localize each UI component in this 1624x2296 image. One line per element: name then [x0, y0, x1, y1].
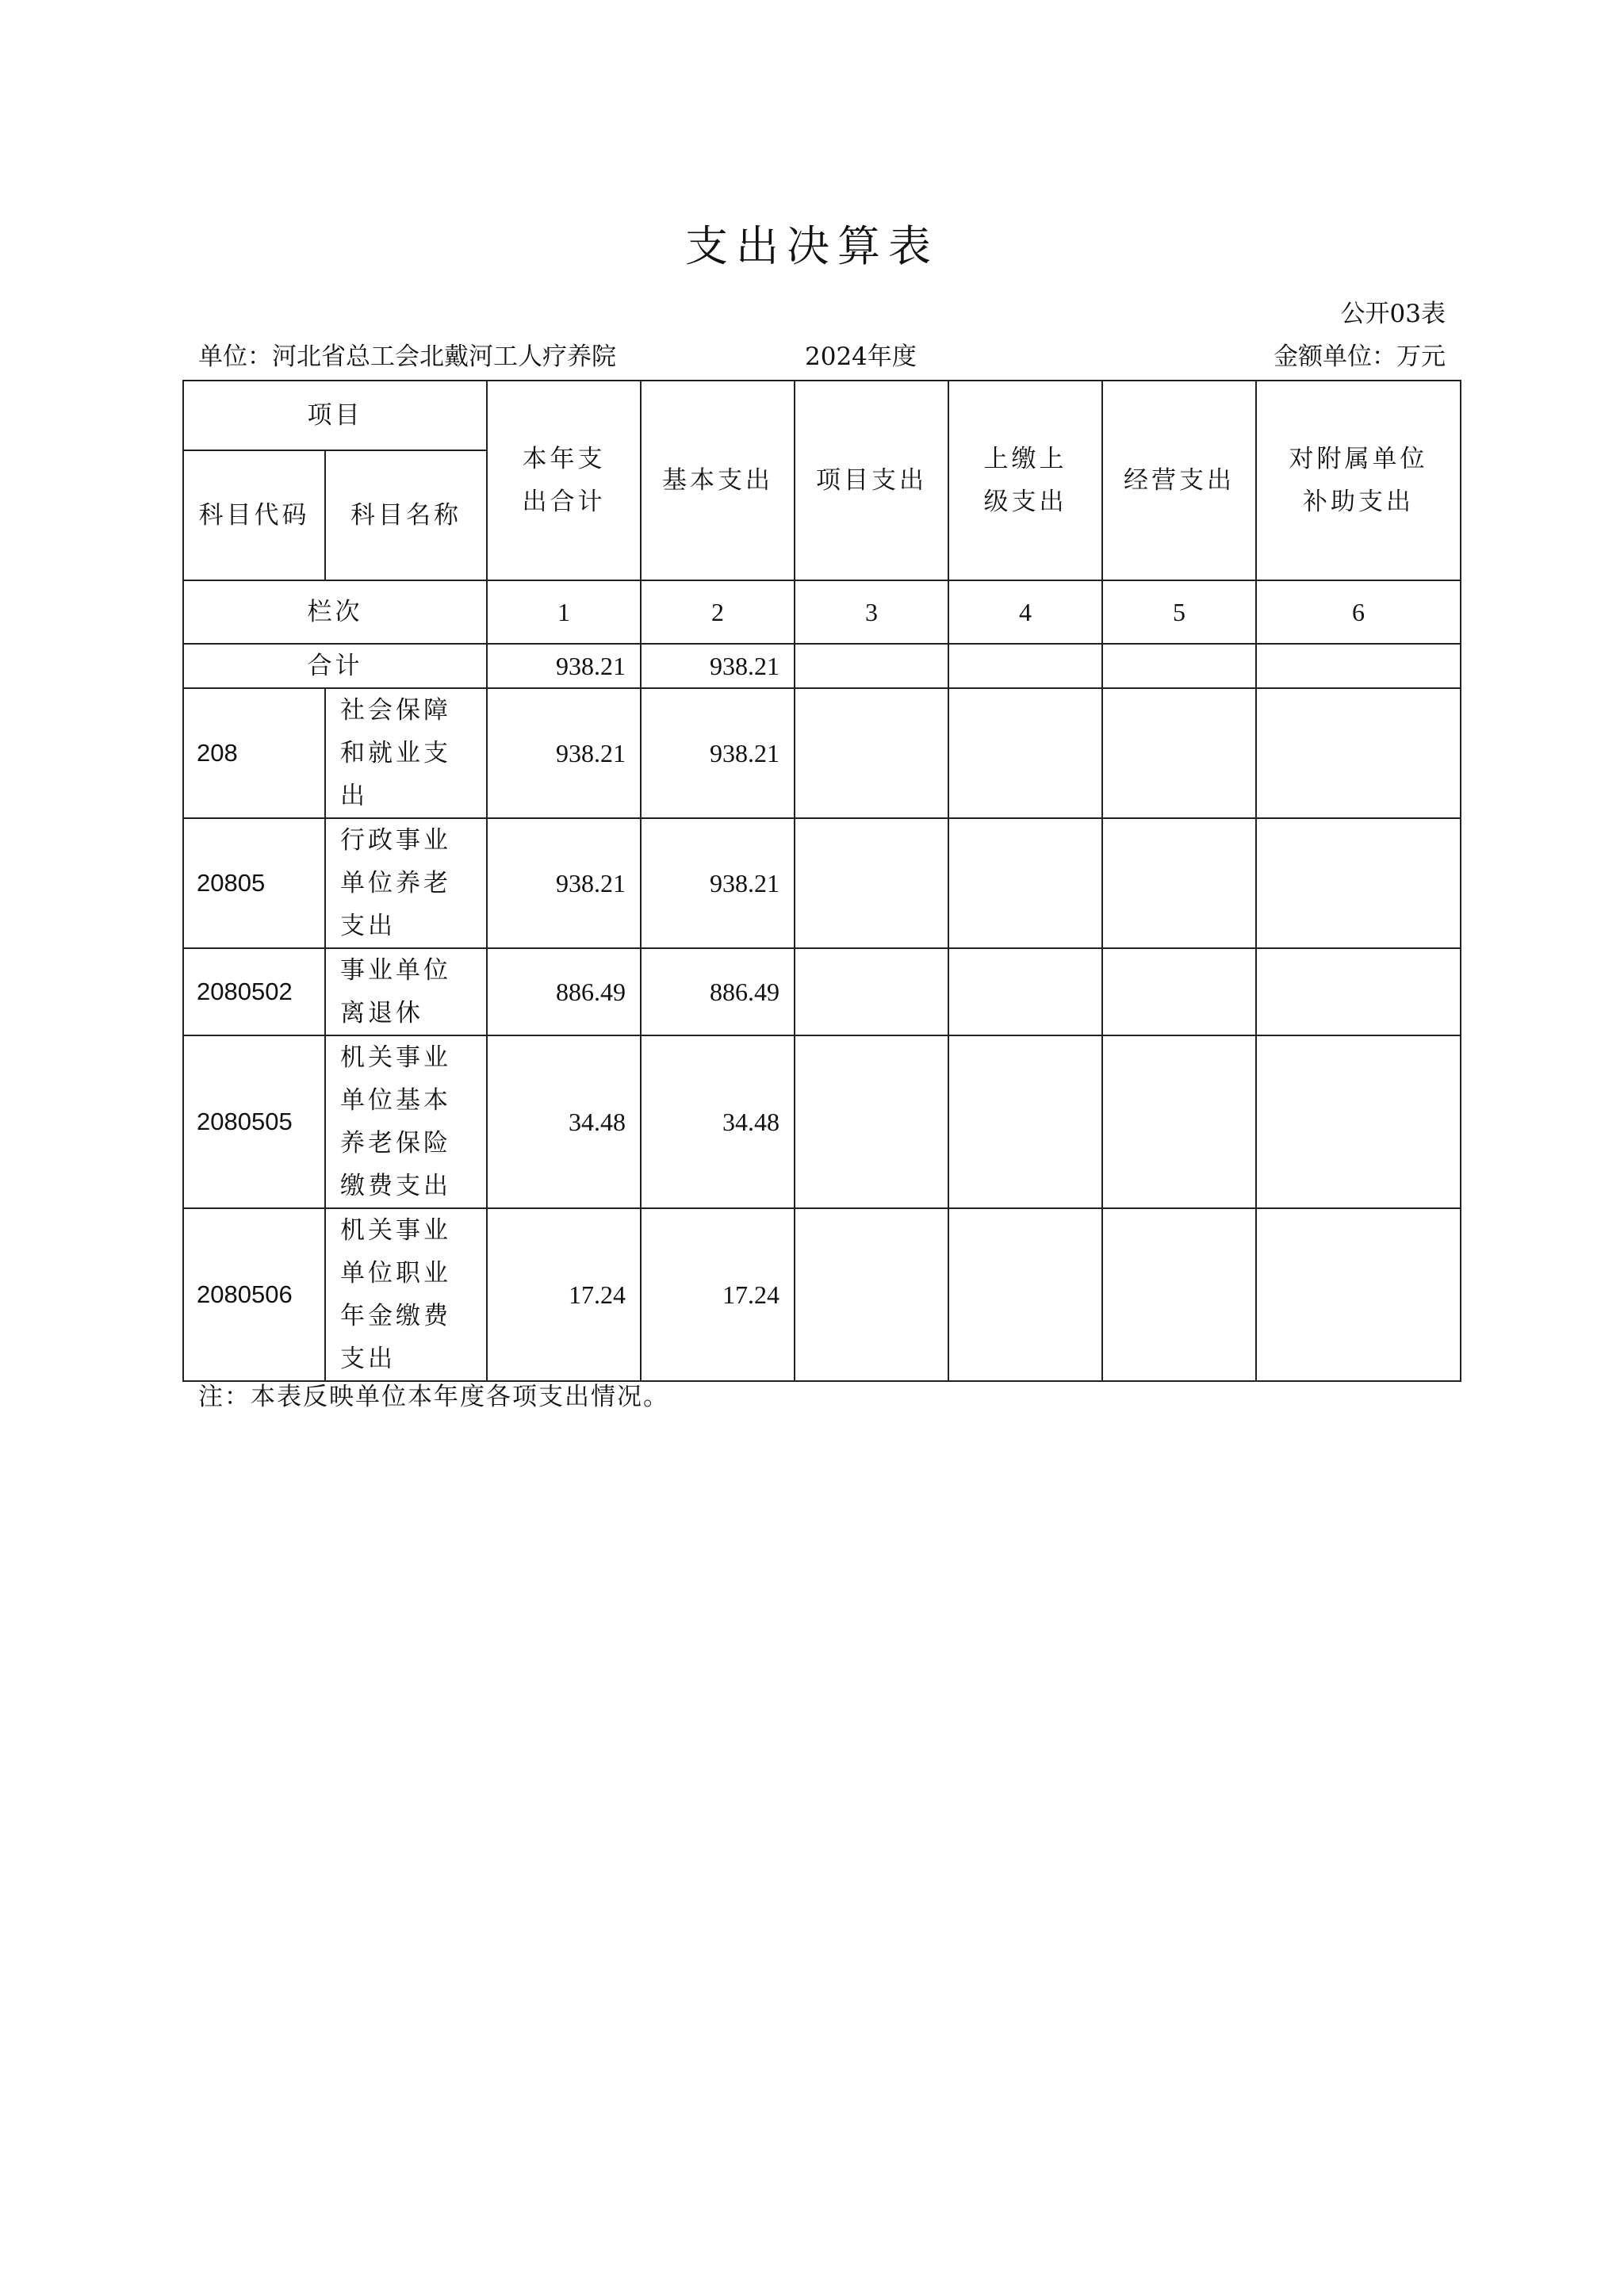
subject-code: 2080506: [183, 1208, 325, 1381]
total-basic: 938.21: [641, 644, 795, 688]
amount-unit: 金额单位：万元: [1274, 342, 1446, 371]
cell-business: [1102, 1035, 1256, 1208]
cell-subsidy: [1256, 948, 1461, 1035]
table-note: 注：本表反映单位本年度各项支出情况。: [198, 1383, 669, 1411]
cell-subsidy: [1256, 1035, 1461, 1208]
cell-business: [1102, 688, 1256, 818]
column-number-6: 6: [1256, 580, 1461, 644]
cell-basic: 34.48: [641, 1035, 795, 1208]
cell-total: 938.21: [487, 818, 641, 948]
fiscal-year: 2024年度: [805, 342, 917, 371]
total-project: [795, 644, 948, 688]
total-label: 合计: [183, 644, 487, 688]
expenditure-table: [182, 380, 1461, 1382]
total-upper: [948, 644, 1102, 688]
header-project: 项目支出: [795, 381, 948, 580]
cell-basic: 938.21: [641, 818, 795, 948]
subject-name: 事业单位离退休: [325, 948, 487, 1035]
header-subsidy: 对附属单位补助支出: [1256, 381, 1461, 580]
cell-total: 17.24: [487, 1208, 641, 1381]
subject-code: 20805: [183, 818, 325, 948]
table-row: [183, 948, 1461, 1035]
cell-project: [795, 1208, 948, 1381]
column-number-label: 栏次: [183, 580, 487, 644]
cell-upper: [948, 1208, 1102, 1381]
cell-upper: [948, 1035, 1102, 1208]
header-name: 科目名称: [325, 450, 487, 580]
subject-code: 208: [183, 688, 325, 818]
cell-subsidy: [1256, 818, 1461, 948]
cell-subsidy: [1256, 688, 1461, 818]
reporting-unit: 单位：河北省总工会北戴河工人疗养院: [198, 342, 616, 371]
total-total: 938.21: [487, 644, 641, 688]
header-basic: 基本支出: [641, 381, 795, 580]
header-total: 本年支出合计: [487, 381, 641, 580]
subject-code: 2080502: [183, 948, 325, 1035]
total-business: [1102, 644, 1256, 688]
cell-upper: [948, 818, 1102, 948]
cell-business: [1102, 948, 1256, 1035]
cell-project: [795, 688, 948, 818]
header-business: 经营支出: [1102, 381, 1256, 580]
column-number-5: 5: [1102, 580, 1256, 644]
subject-name: 机关事业单位职业年金缴费支出: [325, 1208, 487, 1381]
header-upper: 上缴上级支出: [948, 381, 1102, 580]
table-row: [183, 818, 1461, 948]
header-code: 科目代码: [183, 450, 325, 580]
subject-code: 2080505: [183, 1035, 325, 1208]
subject-name: 行政事业单位养老支出: [325, 818, 487, 948]
cell-upper: [948, 688, 1102, 818]
cell-total: 886.49: [487, 948, 641, 1035]
cell-project: [795, 818, 948, 948]
total-row: [183, 644, 1461, 688]
cell-subsidy: [1256, 1208, 1461, 1381]
form-number: 公开03表: [1340, 300, 1446, 328]
cell-upper: [948, 948, 1102, 1035]
cell-business: [1102, 818, 1256, 948]
cell-total: 938.21: [487, 688, 641, 818]
subject-name: 社会保障和就业支出: [325, 688, 487, 818]
table-row: [183, 688, 1461, 818]
subject-name: 机关事业单位基本养老保险缴费支出: [325, 1035, 487, 1208]
cell-business: [1102, 1208, 1256, 1381]
column-number-2: 2: [641, 580, 795, 644]
total-subsidy: [1256, 644, 1461, 688]
header-item: 项目: [183, 381, 487, 450]
column-number-1: 1: [487, 580, 641, 644]
page-title: 支出决算表: [685, 221, 939, 271]
cell-project: [795, 1035, 948, 1208]
table-row: [183, 1035, 1461, 1208]
cell-basic: 17.24: [641, 1208, 795, 1381]
column-number-3: 3: [795, 580, 948, 644]
cell-total: 34.48: [487, 1035, 641, 1208]
cell-basic: 886.49: [641, 948, 795, 1035]
column-number-row: [183, 580, 1461, 644]
cell-project: [795, 948, 948, 1035]
column-number-4: 4: [948, 580, 1102, 644]
table-row: [183, 1208, 1461, 1381]
header-row-1: [183, 381, 1461, 450]
cell-basic: 938.21: [641, 688, 795, 818]
